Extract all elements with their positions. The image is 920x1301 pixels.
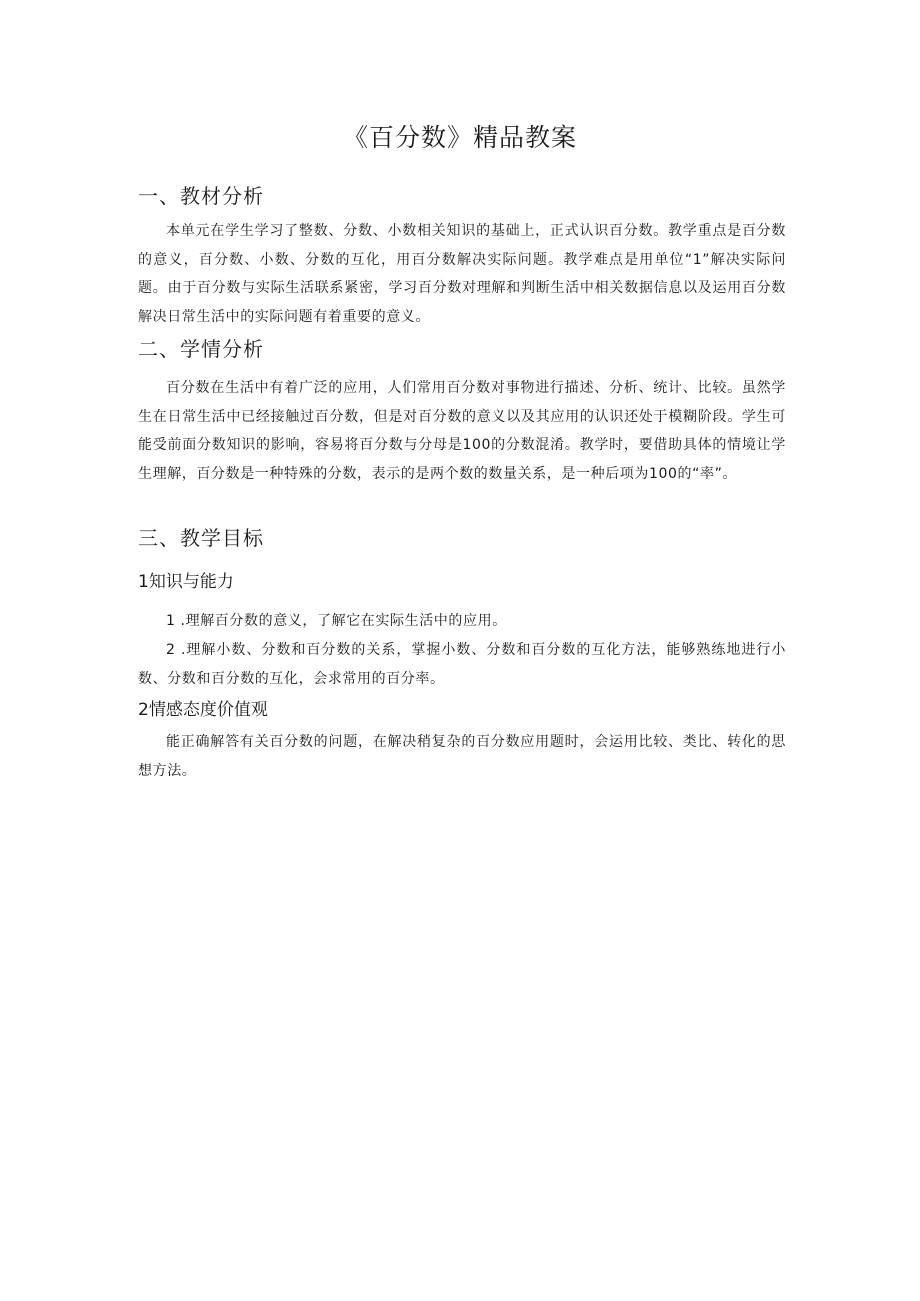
- document-title: 《百分数》精品教案: [342, 123, 577, 152]
- section-heading-learner-analysis: 二、学情分析: [138, 337, 264, 361]
- section-heading-textbook-analysis: 一、教材分析: [138, 184, 264, 208]
- paragraph-emotion-values: 能正确解答有关百分数的问题，在解决稍复杂的百分数应用题时，会运用比较、类比、转化的思想方法。: [138, 734, 786, 779]
- paragraph-textbook-analysis: 本单元在学生学习了整数、分数、小数相关知识的基础上，正式认识百分数。教学重点是百分数的意义，百分数、小数、分数的互化，用百分数解决实际问题。教学难点是用单位“1”解决实际问题。由于百分数与实际生活联系紧密，学习百分数对理解和判断生活中相关数据信息以及运用百分数解决日常生活中的实际问题有着重要的意义。: [138, 223, 786, 325]
- sub-heading-knowledge-ability: 1知识与能力: [138, 572, 234, 592]
- paragraph-learner-analysis: 百分数在生活中有着广泛的应用，人们常用百分数对事物进行描述、分析、统计、比较。虽然学生在日常生活中已经接触过百分数，但是对百分数的意义以及其应用的认识还处于模糊阶段。学生可能受前面分数知识的影响，容易将百分数与分母是100的分数混淆。教学时，要借助具体的情境让学生理解，百分数是一种特殊的分数，表示的是两个数的数量关系，是一种后项为100的“率”。: [138, 380, 786, 482]
- sub-heading-emotion-values: 2情感态度价值观: [138, 700, 268, 720]
- section-heading-teaching-goals: 三、教学目标: [138, 526, 264, 550]
- list-item-goal-2: 2 .理解小数、分数和百分数的关系，掌握小数、分数和百分数的互化方法，能够熟练地进行小数、分数和百分数的互化，会求常用的百分率。: [138, 642, 786, 687]
- list-item-goal-1: 1 .理解百分数的意义，了解它在实际生活中的应用。: [166, 613, 507, 629]
